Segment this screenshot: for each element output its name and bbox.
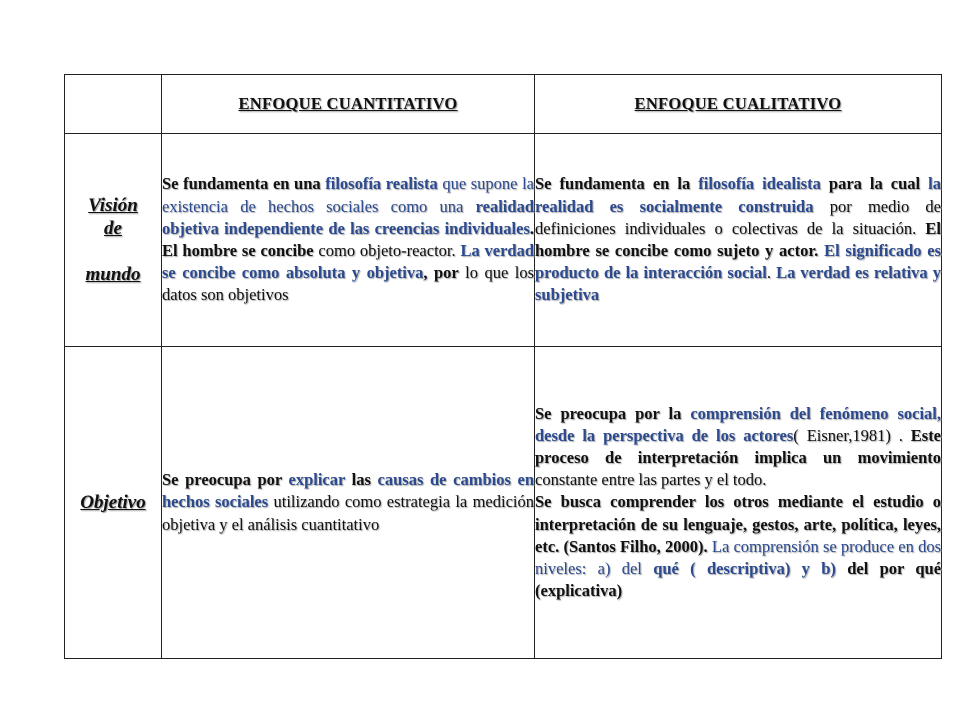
- text-run: .: [766, 263, 777, 283]
- text-run: La verdad se concibe como absoluta y objetiva: [162, 241, 534, 283]
- text-run: La verdad es relativa y subjetiva: [535, 263, 941, 305]
- table-row-objetivo: [65, 347, 942, 659]
- text-run: Se fundamenta en la: [535, 174, 699, 194]
- text-run: filosofía idealista: [698, 174, 821, 194]
- text-run: qué ( descriptiva) y b): [653, 559, 836, 578]
- text-run: Este proceso de interpretación implica un movimiento: [535, 425, 942, 467]
- text-run: causas de cambios en hechos sociales: [162, 470, 534, 512]
- row-label-vision: [65, 134, 162, 347]
- text-run: , por: [423, 263, 459, 283]
- corner-cell: [65, 75, 162, 134]
- text-run: que supone la existencia de hechos sociales como una: [162, 174, 534, 216]
- text-run: explicar: [288, 470, 346, 490]
- text-run: comprensión del fenómeno social, desde la perspectiva de los actores: [535, 403, 941, 445]
- text-run: La comprensión se produce en dos niveles: a) del: [535, 536, 942, 578]
- text-run: Se preocupa por: [162, 470, 289, 490]
- text-run: ( Eisner,1981) .: [793, 425, 911, 445]
- text-run: las: [345, 470, 378, 490]
- cell-paragraph: [535, 491, 941, 602]
- text-run: Se busca comprender los otros mediante el estudio o interpretación de su lenguaje, gestos, arte, política, leyes, etc. (Santos Filho, 2000).: [535, 492, 941, 556]
- header-cualitativo: ENFOQUE CUALITATIVO: [535, 75, 942, 134]
- text-run: filosofía realista: [325, 174, 438, 194]
- header-row: [65, 75, 942, 134]
- row-label-line: Objetivo: [80, 492, 146, 513]
- text-run: utilizando como estrategia la medición objetiva y el análisis cuantitativo: [162, 492, 534, 534]
- cell-text: [162, 173, 534, 306]
- row-label-line: de: [104, 218, 122, 239]
- text-run: Se fundamenta en una: [162, 174, 326, 194]
- cell-objetivo-cualitativo: [535, 347, 942, 659]
- cell-text: [162, 469, 534, 536]
- header-cuantitativo: ENFOQUE CUANTITATIVO: [162, 75, 535, 134]
- row-label-line: mundo: [85, 264, 141, 285]
- cell-vision-cuantitativo: [162, 134, 535, 347]
- cell-text: [535, 173, 941, 306]
- cell-paragraph: [535, 403, 941, 492]
- row-label-line: Visión: [88, 195, 138, 216]
- text-run: El significado es producto de la interacción social: [535, 241, 941, 283]
- text-run: lo que los datos son objetivos: [162, 263, 534, 305]
- comparison-table: [64, 74, 942, 659]
- table-row-vision: [65, 134, 942, 347]
- text-run: Se preocupa por la: [535, 403, 691, 423]
- cell-objetivo-cuantitativo: [162, 347, 535, 659]
- text-run: por medio de definiciones individuales o colectivas de la situación.: [535, 196, 941, 238]
- row-label-objetivo: [65, 347, 162, 659]
- text-run: . El hombre se concibe: [162, 218, 534, 260]
- text-run: constante entre las partes y el todo.: [535, 470, 767, 490]
- text-run: El hombre se concibe como sujeto y actor.: [535, 218, 941, 260]
- text-run: como objeto-reactor.: [313, 241, 461, 260]
- text-run: la realidad es socialmente construida: [535, 174, 941, 216]
- text-run: del por qué (explicativa): [535, 559, 942, 601]
- cell-vision-cualitativo: [535, 134, 942, 347]
- text-run: para la cual: [820, 174, 929, 194]
- text-run: realidad objetiva independiente de las creencias individuales: [162, 196, 534, 238]
